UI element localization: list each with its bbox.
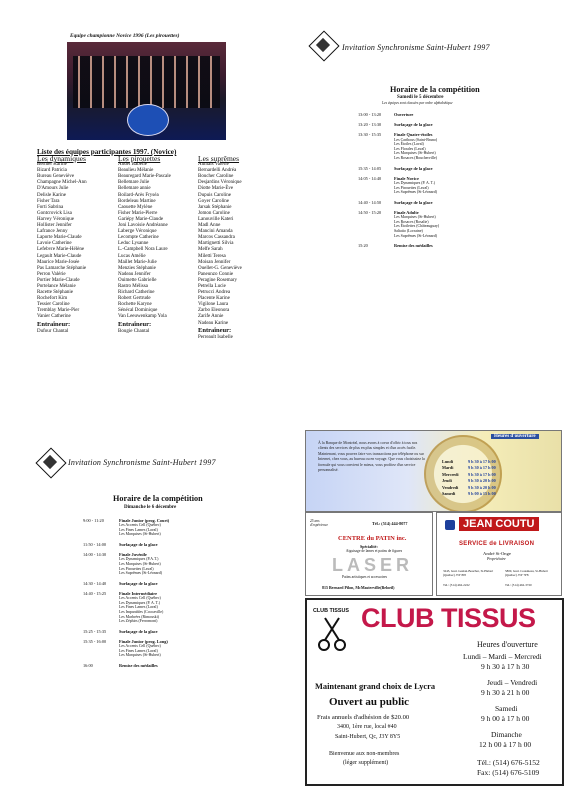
schedule-team: Les Marquises (St-Hubert) (119, 532, 161, 537)
club-tissus-open: Ouvert au public (329, 696, 410, 708)
team-member-name: Nadeau Karine (198, 320, 229, 326)
team-member-name: Paneunzo Connie (198, 271, 234, 277)
schedule-item-title: Surfaçage de la glace (394, 165, 433, 171)
schedule-time: 14:05 - 14:40 (358, 175, 382, 181)
team-member-name: Tremblay Marie-Pier (37, 308, 80, 314)
schedule-item-title: Finale Junior (prog. Court) (119, 518, 170, 523)
team-member-name: Forti Sabrina (37, 204, 64, 210)
club-tissus-ad (305, 598, 564, 786)
bank-hours-value: 9 h 30 à 20 h 00 (468, 478, 496, 484)
patin-ad (305, 512, 433, 596)
team-member-name: Zarbo Eleonora (198, 308, 230, 314)
team-member-name: Goyer Caroline (198, 198, 229, 204)
team-member-name: Dupuis Caroline (198, 192, 231, 198)
team-member-name: Leduc Lysanne (118, 241, 149, 247)
team-member-name: Lefebvre Marie-Hélène (37, 247, 85, 253)
jean-coutu-tel-1: Tél.: (514) 462-2222 (443, 583, 470, 587)
schedule-item-title: Finale Novice (394, 175, 419, 181)
team-heading: Les suprêmes (198, 154, 240, 163)
team-member-name: Maillet Marie-Julie (118, 259, 157, 265)
patin-years: 25 ans d'expérience (310, 519, 329, 528)
schedule-team: Les Rosaces (Rosalie) (394, 219, 429, 224)
club-tissus-welcome-2: (léger supplément) (343, 760, 389, 766)
team-member-name: Petrella Lucie (198, 283, 226, 289)
team-member-name: Placente Karine (198, 296, 230, 302)
team-member-name: Andet Isabelle (118, 162, 148, 168)
schedule-time: 15:35 - 14:05 (358, 165, 382, 171)
team-member-name: Champagne Michel-Ann (37, 180, 87, 186)
schedule-team: Les Suprêmes (St-Léonard) (394, 233, 438, 238)
schedule-team: Les Marquises (St-Hubert) (119, 562, 161, 566)
schedule-team: Les Dynamiques (P.A.T.) (119, 557, 159, 562)
team-member-name: Tessier Caroline (37, 302, 70, 308)
schedule-item-title: Surfaçage de la glace (119, 542, 158, 547)
schedule-item-title: Finale Junior (prog. Long) (119, 639, 168, 644)
team-member-name: Joni Lavoisie Andréanne (118, 223, 168, 229)
schedule-team: Les Marbrées (Rimouski) (119, 614, 159, 619)
team-member-name: Laporte Marie-Claude (37, 235, 82, 241)
team-member-name: Harvey Véronique (37, 216, 74, 222)
club-tissus-hours-title: Heures d'ouverture (477, 640, 538, 649)
team-photo-crowd (73, 56, 220, 108)
patin-laser-logo: LASER (332, 555, 414, 575)
team-heading: Les dynamiques (37, 154, 86, 163)
team-member-name: Boilard-Arès Fryséa (118, 192, 159, 198)
schedule-time: 15:25 - 15:35 (83, 628, 107, 634)
photo-caption: Equipe championne Novice 1996 (Les pirouettes) (70, 33, 180, 39)
club-tissus-h3: 9 h 00 à 17 h 00 (481, 714, 530, 723)
schedule-team: Les Étoilettes (Châteauguay) (394, 224, 440, 229)
bank-hours-row (442, 491, 496, 496)
bank-hours-value: 9 h 30 à 17 h 00 (468, 471, 496, 477)
schedule-time: 14:40 - 15:25 (83, 591, 107, 596)
team-member-name: Mancini Amanda (198, 229, 233, 235)
team-member-name: Madl Anne (198, 223, 221, 229)
schedule-time: 15:35 - 16:00 (83, 639, 107, 644)
coach-label: Entraîneur: (37, 320, 71, 328)
schedule-item-title: Ouverture (394, 112, 414, 117)
team-member-name: Ouellet-G. Geneviève (198, 265, 242, 271)
schedule-team: Les Dynamiques (P. A. T.) (394, 181, 436, 185)
team-member-name: Van Leeuwenkamp Yola (118, 314, 167, 320)
schedule-team: Les Marquises (St-Hubert) (394, 151, 436, 156)
bank-ad-text: À la Banque de Montréal, nous avons à coeur d'offrir à tous nos clients des services de plus en plus simples et d'un accès facile. Maintenant, vous pouvez faire vos transactions par téléphone ou sur Internet, chez vous, au bureau ou en voyage. Que vous choisissiez la formule qui vous convient le mieux, vous profitez d'un service personnalisé. (318, 441, 425, 473)
patin-phone: Tél.: (514) 444-8077 (372, 521, 408, 526)
coach-label: Entraîneur: (198, 326, 232, 334)
team-member-name: Menzies Stéphanie (118, 265, 156, 271)
schedule-time: 13:00 - 13:20 (358, 112, 382, 117)
schedule-item-title: Surfaçage de la glace (394, 199, 433, 205)
event-title: Invitation Synchronisme Saint-Hubert 1997 (68, 458, 216, 467)
bank-hours-row (442, 472, 496, 477)
jean-coutu-address-1: 3245, boul. Gaétan-Boucher, St-Hubert (Québec) J3Y 8J8 (443, 569, 494, 577)
club-tissus-h4-label: Dimanche (491, 730, 522, 739)
schedule-item-title: Surfaçage de la glace (394, 122, 433, 128)
jean-coutu-name: JEAN COUTU (459, 517, 539, 531)
jean-coutu-ad (436, 512, 562, 596)
schedule-team: Les Fines Lames (Laval) (119, 648, 158, 653)
schedule-time: 9:00 - 11:20 (83, 518, 104, 523)
bank-hours-title: Heures d'ouverture (491, 434, 539, 439)
scissors-icon (317, 616, 347, 652)
team-photo-banner (127, 104, 169, 136)
team-member-name: Jomon Caroline (198, 210, 230, 216)
schedule-team: Les Pirouettes (Laval) (119, 566, 154, 571)
club-tissus-h2: 9 h 30 à 21 h 00 (481, 688, 530, 697)
team-member-name: Nadeau Jennifer (118, 271, 151, 277)
team-member-name: Sénécal Dominique (118, 308, 158, 314)
team-member-name: Lavoie Catherine (37, 241, 72, 247)
team-member-name: Robert Gertrude (118, 296, 151, 302)
team-member-name: Bellemare annie (118, 186, 151, 192)
bank-hours-row (442, 465, 496, 470)
team-member-name: Bizard Patricia (37, 168, 67, 174)
team-member-name: D'Amours Julie (37, 186, 69, 192)
jean-coutu-service: SERVICE de LIVRAISON (459, 541, 535, 547)
team-names (37, 162, 87, 320)
team-column-supremes (198, 156, 242, 341)
bank-ad (305, 430, 562, 512)
jean-coutu-logo-icon (445, 520, 455, 530)
team-member-name: Pas Lamarche Stéphanie (37, 265, 87, 271)
team-member-name: Maurice Marie-Josée (37, 259, 80, 265)
schedule-time: 11:50 - 14:00 (83, 542, 106, 547)
schedule-team: Les Marquises (St-Hubert) (394, 215, 436, 220)
team-member-name: Laberge Véronique (118, 229, 157, 235)
schedule-team: Les Imparables (Cocoaville) (119, 610, 164, 614)
team-member-name: Vanier Catherine (37, 314, 71, 320)
jean-coutu-owner: André St-Onge (483, 551, 511, 556)
schedule-team: Les Marquises (St-Hubert) (119, 653, 161, 658)
team-member-name: Legault Marie-Claude (37, 253, 82, 259)
team-member-name: Miletti Teresa (198, 253, 226, 259)
schedule-team: Les Pirouettes (Laval) (394, 185, 429, 190)
bank-hours-day: Mardi (442, 465, 454, 471)
schedule-date: Samedi le 5 décembre (397, 95, 444, 100)
jean-coutu-owner-title: Propriétaire (487, 557, 506, 561)
club-tissus-fee: Frais annuels d'adhésion de $20.00 (317, 714, 410, 721)
schedule-team: Saltatio (Lorraine) (394, 229, 423, 233)
coach-name: Bougie Chantal (118, 328, 150, 334)
team-heading: Les pirouettes (118, 154, 161, 163)
club-tissus-tel: Tél.: (514) 676-5152 (477, 758, 540, 767)
schedule-item-title: Surfaçage de la glace (119, 628, 158, 634)
schedule-team: Les Florales (Laval) (394, 146, 426, 151)
team-member-name: Ouimette Gabrielle (118, 277, 157, 283)
team-member-name: Hollister Jennifer (37, 223, 72, 229)
club-tissus-h3-label: Samedi (495, 704, 518, 713)
schedule-item-title: Finale Intermédiaire (119, 591, 157, 596)
team-member-name: Fisher Marie-Pierre (118, 210, 158, 216)
bank-hours-day: Vendredi (442, 484, 459, 490)
team-member-name: Moisan Jennifer (198, 259, 231, 265)
bank-hours-day: Jeudi (442, 478, 452, 484)
team-member-name: Diotte Marie-Ève (198, 186, 234, 192)
bank-hours-day: Lundi (442, 459, 453, 464)
schedule-team: Les Étoiles (Laval) (394, 142, 424, 147)
team-member-name: Boucher Caroline (198, 174, 234, 180)
team-member-name: Bernardelli Andréa (198, 168, 237, 174)
team-member-name: Zarife Annie (198, 314, 224, 320)
team-member-name: Racette Stéphanie (37, 290, 73, 296)
bank-hours-day: Mercredi (442, 471, 459, 477)
bank-hours-value: 9 h 30 à 17 h 00 (468, 459, 496, 464)
schedule-title: Horaire de la compétition (113, 494, 203, 503)
club-tissus-address-1: 3400, 1ère rue, local #40 (337, 724, 397, 730)
team-member-name: Rochefort Kim (37, 296, 68, 302)
bank-hours-day: Samedi (442, 491, 456, 496)
team-member-name: Delisle Karine (37, 192, 67, 198)
team-member-name: L.-Campbell Nora Laure (118, 247, 168, 253)
bank-hours-value: 9 h 30 à 20 h 00 (468, 484, 496, 490)
club-tissus-name: CLUB TISSUS (361, 603, 536, 633)
club-tissus-fax: Fax: (514) 676-5109 (477, 768, 540, 777)
club-tissus-h1-label: Lundi – Mardi – Mercredi (463, 652, 542, 661)
team-member-name: Vigilone Laura (198, 302, 229, 308)
schedule-team: Les Suprêmes (St-Léonard) (394, 190, 438, 195)
club-logo-icon (308, 30, 338, 60)
team-member-name: Portelance Mélanie (37, 283, 76, 289)
patin-name: CENTRE du PATIN inc. (338, 535, 407, 542)
schedule-team: Les Fines Lames (Laval) (119, 605, 158, 610)
jean-coutu-tel-2: Tél.: (514) 462-3720 (505, 583, 532, 587)
jean-coutu-address-2: 5800, boul. Cousineau, St-Hubert (Québec) J3Y 7P8 (505, 569, 548, 577)
team-member-name: Martignetti Silvia (198, 241, 234, 247)
team-member-name: Petrucci Andrea (198, 290, 231, 296)
team-member-name: Richard Catherine (118, 290, 155, 296)
team-member-name: Bureau Geneviève (37, 174, 75, 180)
team-member-name: Portier Marie-Claude (37, 277, 80, 283)
schedule-title: Horaire de la compétition (390, 85, 480, 94)
schedule-item-title: Remise des médailles (394, 243, 433, 249)
team-photo (67, 42, 226, 140)
bank-hours-row (442, 478, 496, 483)
schedule-item-title: Finale Juvénile (119, 552, 147, 558)
bank-hours-value: 9 h 00 à 15 h 00 (468, 491, 496, 496)
schedule-team: Les Accents Cell (Québec) (119, 596, 161, 601)
team-member-name: Jarsak Stéphanie (198, 204, 232, 210)
club-logo-icon (35, 447, 65, 477)
team-column-dynamiques (37, 156, 87, 335)
schedule-time: 15:20 (358, 243, 368, 249)
team-member-name: Lafrance Jenny (37, 229, 68, 235)
schedule-time: 13:30 - 15:35 (358, 132, 382, 138)
schedule-team: Les Caribous (Saint-Bruno) (394, 137, 438, 142)
team-member-name: Perron Valérie (37, 271, 66, 277)
team-member-name: Bernier Karine (37, 162, 67, 168)
patin-spec-text: Aiguisage de lames et patins de figures (345, 549, 403, 553)
schedule-item-title: Finale Adulte (394, 210, 419, 215)
team-member-name: Marcos Cassandra (198, 235, 235, 241)
team-member-name: Bordeleau Martine (118, 198, 156, 204)
team-member-name: Gariépy Marie-Claude (118, 216, 164, 222)
schedule-time: 16:00 (83, 663, 93, 668)
schedule-time: 14:00 - 14:30 (83, 552, 107, 558)
club-tissus-logo-text: CLUB TISSUS (313, 608, 349, 614)
team-member-name: Melfe Sarah (198, 247, 223, 253)
bank-hours-row (442, 485, 496, 490)
team-member-name: Rochette Karyne (118, 302, 152, 308)
team-member-name: Gontcrovick Lisa (37, 210, 72, 216)
team-names (118, 162, 171, 320)
team-member-name: Rastro Mélissa (118, 283, 148, 289)
schedule-time: 14:40 - 14:50 (358, 199, 382, 205)
coach-label: Entraîneur: (118, 320, 152, 328)
schedule-team: Les Dynamiques (P. A. T.) (119, 600, 161, 605)
coach-name: Perreault Isabelle (198, 334, 233, 340)
team-list-title: Liste des équipes participantes 1997. (Novice) (37, 148, 177, 156)
coach-name: Dufour Chantal (37, 328, 69, 334)
team-member-name: Aumais Valérie (198, 162, 229, 168)
team-member-name: Beauregard Marie-Pascale (118, 174, 171, 180)
club-tissus-h4: 12 h 00 à 17 h 00 (479, 740, 532, 749)
schedule-time: 14:30 - 14:40 (83, 580, 107, 586)
club-tissus-welcome: Bienvenue aux non-membres (329, 751, 400, 757)
bank-hours-row (442, 459, 496, 464)
schedule-item-title: Finale Quatre-étoiles (394, 132, 433, 138)
team-member-name: Caouette Mylène (118, 204, 153, 210)
schedule-team: Les Zéphirs (Ferromont) (119, 619, 158, 624)
team-member-name: Desjardins Véronique (198, 180, 242, 186)
schedule-team: Les Accents Cell (Québec) (119, 644, 161, 649)
event-title: Invitation Synchronisme Saint-Hubert 1997 (342, 43, 490, 52)
club-tissus-h1: 9 h 30 à 17 h 30 (481, 662, 530, 671)
patin-services: Patins artistiques et accessoires (342, 575, 388, 579)
schedule-item-title: Surfaçage de la glace (119, 580, 158, 586)
schedule-date-note: Les équipes sont classées par ordre alphabétique (382, 101, 453, 105)
schedule-date: Dimanche le 6 décembre (124, 505, 177, 510)
team-names (198, 162, 242, 327)
schedule-team: Les Accents Cell (Québec) (119, 523, 161, 528)
schedule-item-title: Remise des médailles (119, 663, 158, 668)
club-tissus-address-2: Saint-Hubert, Qc, J3Y 8Y5 (335, 734, 401, 740)
team-member-name: Lanouville Kateri (198, 216, 234, 222)
schedule-time: 13:20 - 13:30 (358, 122, 382, 128)
schedule-time: 14:50 - 15:20 (358, 210, 382, 215)
team-member-name: Lucas Amélie (118, 253, 146, 259)
team-member-name: Beaulieu Mélanie (118, 168, 154, 174)
club-tissus-headline: Maintenant grand choix de Lycra (315, 682, 436, 691)
schedule-team: Les Rosaces (Boucherville) (394, 156, 437, 160)
patin-specialty: Spécialité: (360, 544, 378, 549)
club-tissus-h2-label: Jeudi – Vendredi (487, 678, 538, 687)
patin-address: 815 Bernard Pilon, McMasterville(Beloeil) (322, 585, 395, 590)
team-member-name: Fisher Tara (37, 198, 60, 204)
schedule-team: Les Suprêmes (St-Léonard) (119, 571, 163, 576)
schedule-team: Les Fines Lames (Laval) (119, 527, 158, 532)
team-column-pirouettes (118, 156, 171, 335)
team-member-name: Peragine Rosemary (198, 277, 238, 283)
team-member-name: Bellemare Julie (118, 180, 150, 186)
team-member-name: Lecompte Catherine (118, 235, 159, 241)
bank-hours-value: 9 h 30 à 17 h 00 (468, 465, 496, 471)
